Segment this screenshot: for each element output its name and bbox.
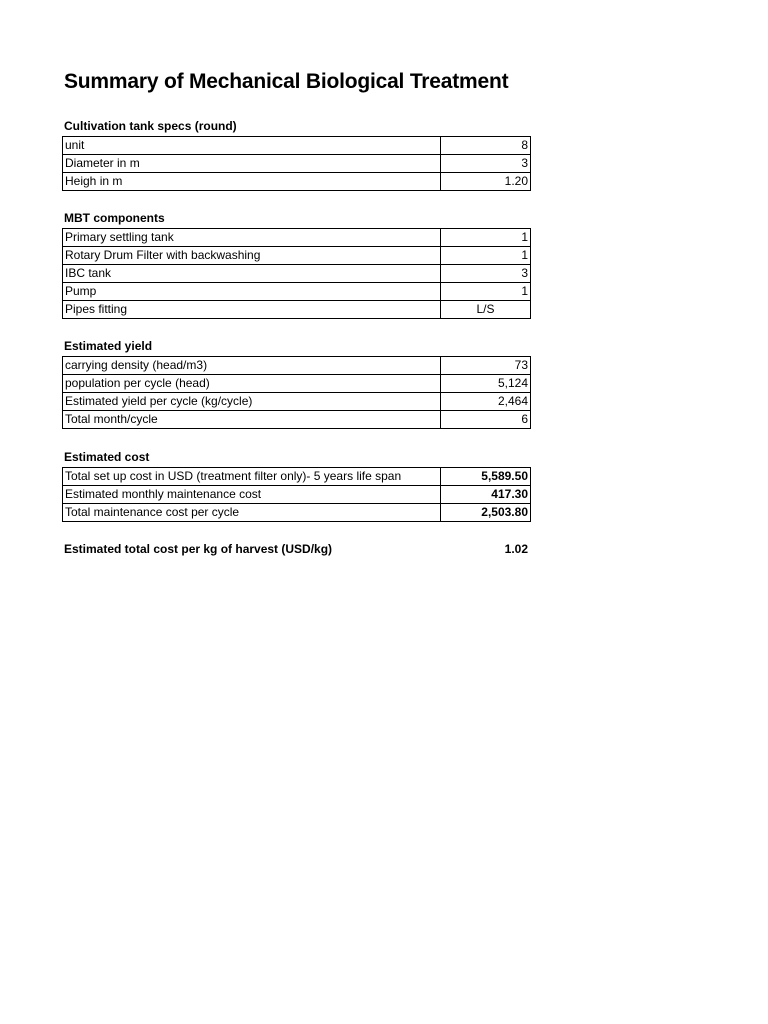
table-row (63, 393, 531, 411)
row-label: Diameter in m (63, 155, 441, 173)
table-row (63, 411, 531, 429)
table-row (63, 504, 531, 522)
section-heading-mbt-components: MBT components (64, 211, 165, 225)
row-value: 6 (441, 411, 531, 429)
row-value: 3 (441, 155, 531, 173)
section-heading-tank-specs: Cultivation tank specs (round) (64, 119, 237, 133)
row-label: IBC tank (63, 265, 441, 283)
total-cost-label: Estimated total cost per kg of harvest (USD/kg) (64, 542, 333, 556)
row-label: carrying density (head/m3) (63, 357, 441, 375)
estimated-cost-table (62, 467, 531, 522)
row-label: population per cycle (head) (63, 375, 441, 393)
table-row (63, 357, 531, 375)
row-value: 2,503.80 (441, 504, 531, 522)
table-row (63, 155, 531, 173)
section-heading-estimated-cost: Estimated cost (64, 450, 150, 464)
row-value: 5,589.50 (441, 468, 531, 486)
table-row (63, 486, 531, 504)
row-label: Heigh in m (63, 173, 441, 191)
row-value: 1 (441, 229, 531, 247)
mbt-components-table (62, 228, 531, 319)
row-label: Pipes fitting (63, 301, 441, 319)
row-value: 8 (441, 137, 531, 155)
row-value: 2,464 (441, 393, 531, 411)
row-value: L/S (441, 301, 531, 319)
row-label: Total maintenance cost per cycle (63, 504, 441, 522)
row-label: Pump (63, 283, 441, 301)
row-value: 73 (441, 357, 531, 375)
estimated-yield-table (62, 356, 531, 429)
row-label: Primary settling tank (63, 229, 441, 247)
table-row (63, 173, 531, 191)
table-row (63, 283, 531, 301)
total-cost-value: 1.02 (504, 542, 528, 556)
table-row (63, 137, 531, 155)
row-label: unit (63, 137, 441, 155)
row-value: 1 (441, 283, 531, 301)
table-row (63, 301, 531, 319)
row-value: 5,124 (441, 375, 531, 393)
table-row (63, 375, 531, 393)
row-label: Rotary Drum Filter with backwashing (63, 247, 441, 265)
row-value: 1 (441, 247, 531, 265)
row-label: Total set up cost in USD (treatment filter only)- 5 years life span (63, 468, 441, 486)
row-value: 417.30 (441, 486, 531, 504)
row-label: Estimated monthly maintenance cost (63, 486, 441, 504)
total-cost-per-kg (64, 542, 528, 556)
section-heading-estimated-yield: Estimated yield (64, 339, 153, 353)
tank-specs-table (62, 136, 531, 191)
table-row (63, 229, 531, 247)
row-label: Total month/cycle (63, 411, 441, 429)
table-row (63, 247, 531, 265)
table-row (63, 468, 531, 486)
row-value: 1.20 (441, 173, 531, 191)
row-value: 3 (441, 265, 531, 283)
page-title: Summary of Mechanical Biological Treatment (64, 70, 509, 93)
row-label: Estimated yield per cycle (kg/cycle) (63, 393, 441, 411)
table-row (63, 265, 531, 283)
